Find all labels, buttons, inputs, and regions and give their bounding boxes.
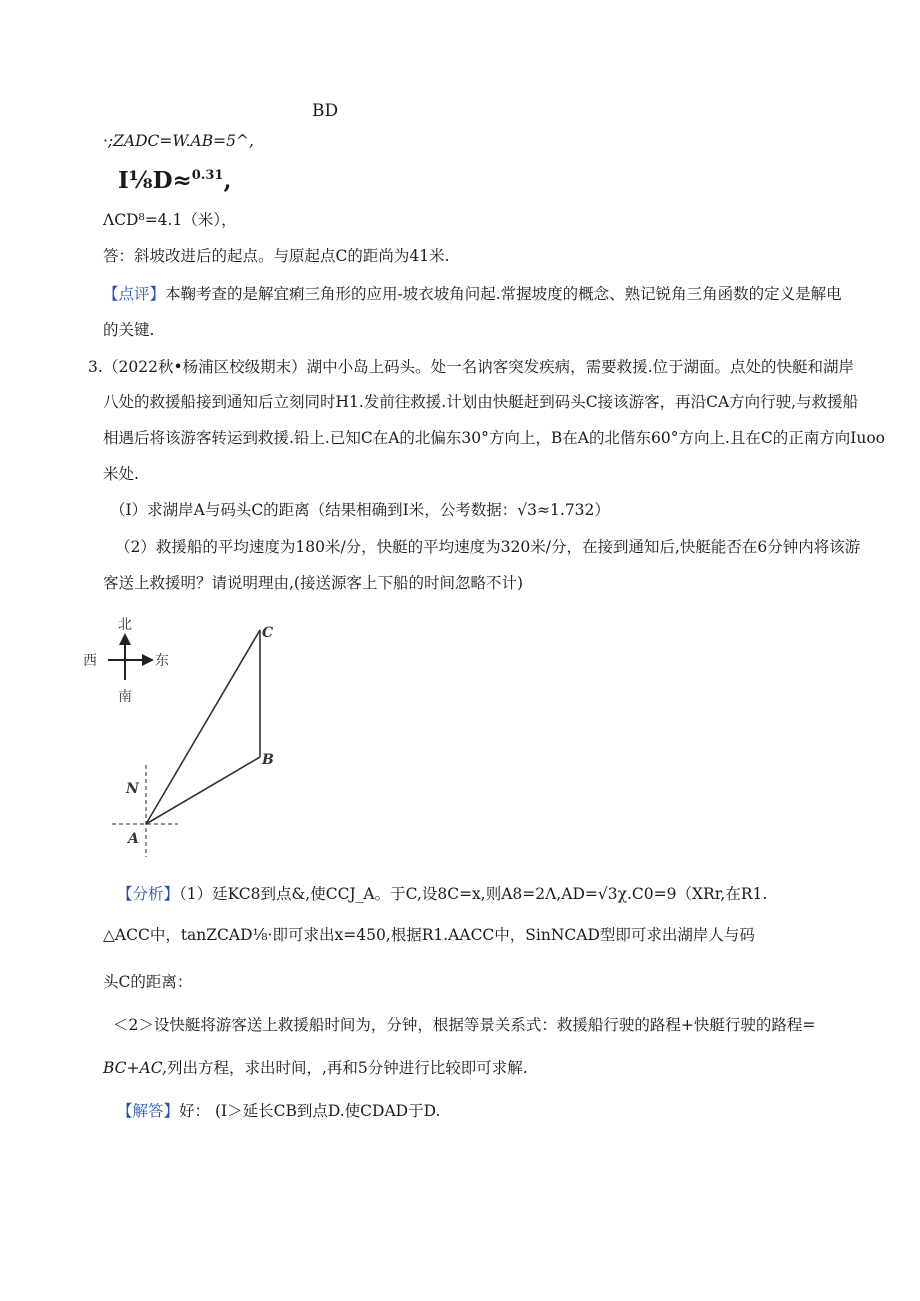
compass-east-arrowhead xyxy=(142,654,154,666)
compass-north-label: 北 xyxy=(118,617,132,633)
analysis-text-5-italic: BC+AC, xyxy=(103,1059,167,1077)
angle-line: ·;ZADC=W.AB=5^, xyxy=(103,132,254,150)
point-n-label: N xyxy=(126,781,139,797)
segment-ab xyxy=(146,757,260,824)
problem-number: 3. xyxy=(88,358,103,376)
analysis-line-1 xyxy=(117,883,767,905)
big-formula-main: I⅛D≈ xyxy=(118,167,192,194)
big-formula-tail: , xyxy=(223,167,232,194)
acd-line: ΛCD⁸=4.1（米）， xyxy=(103,211,237,229)
analysis-line-5 xyxy=(103,1057,528,1079)
analysis-line-2: △ACC中，tanZCAD⅛·即可求出x=450,根据R1.AACC中，SinNCAD型即可求出湖岸人与码 xyxy=(103,926,755,944)
comment-line-2: 的关键. xyxy=(103,321,155,339)
big-formula xyxy=(118,166,231,200)
big-formula-sup: 0.31 xyxy=(191,168,224,183)
question-1: （I）求湖岸A与码头C的距离（结果相确到I米，公考数据：√3≈1.732） xyxy=(110,501,610,519)
point-a-label: A xyxy=(128,831,139,847)
compass-north-arrowhead xyxy=(119,633,131,645)
comment-line-1 xyxy=(103,283,842,305)
problem-line-2: 八处的救援船接到通知后立刻同时H1.发前往救援.计划由快艇赶到码头C接该游客，再沿CA方向行驶,与救援船 xyxy=(103,393,859,411)
analysis-text-1: （1）廷KC8到点&,使CCJ_A。于C,设8C=x,则A8=2Λ,AD=√3χ.C0=9（XRr,在R1. xyxy=(179,885,768,903)
problem-line-1: （2022秋•杨浦区校级期末）湖中小岛上码头。处一名讷客突发疾病，需要救援.位于湖面。点处的快艇和湖岸 xyxy=(103,358,855,376)
bd-label: BD xyxy=(312,101,339,121)
solution-line xyxy=(117,1100,440,1122)
comment-text-1: 本鞠考查的是解宜痢三角形的应用-坡衣坡角问起.常握坡度的概念、熟记锐角三角函数的定义是解电 xyxy=(165,285,842,303)
point-b-label: B xyxy=(262,752,274,768)
compass-south-label: 南 xyxy=(118,689,132,705)
question-2-line-1: （2）救援船的平均速度为180米/分，快艇的平均速度为320米/分，在接到通知后,快艇能否在6分钟内将该游 xyxy=(115,538,861,556)
analysis-text-5-rest: 列出方程，求出时间，,再和5分钟进行比较即可求解. xyxy=(166,1059,528,1077)
point-c-label: C xyxy=(262,625,274,641)
compass xyxy=(83,617,169,705)
question-2-line-2: 客送上救援明？请说明理由,(接送源客上下船的时间忽略不计) xyxy=(103,574,524,592)
comment-tag: 【点评】 xyxy=(103,285,166,303)
solution-text: 好： (I＞延长CB到点D.使CDAD于D. xyxy=(179,1102,441,1120)
problem-line-3: 相遇后将该游客转运到救援.铅上.已知C在A的北偏东30°方向上，B在A的北偕东60°方向上.且在C的正南方向Iuoo xyxy=(103,429,885,447)
answer-line: 答：斜坡改进后的起点。与原起点C的距尚为41米. xyxy=(103,247,450,265)
solution-tag: 【解答】 xyxy=(117,1102,180,1120)
analysis-tag: 【分析】 xyxy=(117,885,180,903)
compass-west-label: 西 xyxy=(83,653,97,669)
compass-east-label: 东 xyxy=(155,653,169,669)
geometry-figure xyxy=(0,605,920,865)
problem-line-4: 米处. xyxy=(103,465,139,483)
analysis-line-4: ＜2＞设快艇将游客送上救援船时间为，分钟，根据等景关系式：救援船行驶的路程+快艇行驶的路程= xyxy=(113,1016,816,1034)
analysis-line-3: 头C的距离： xyxy=(103,973,193,991)
